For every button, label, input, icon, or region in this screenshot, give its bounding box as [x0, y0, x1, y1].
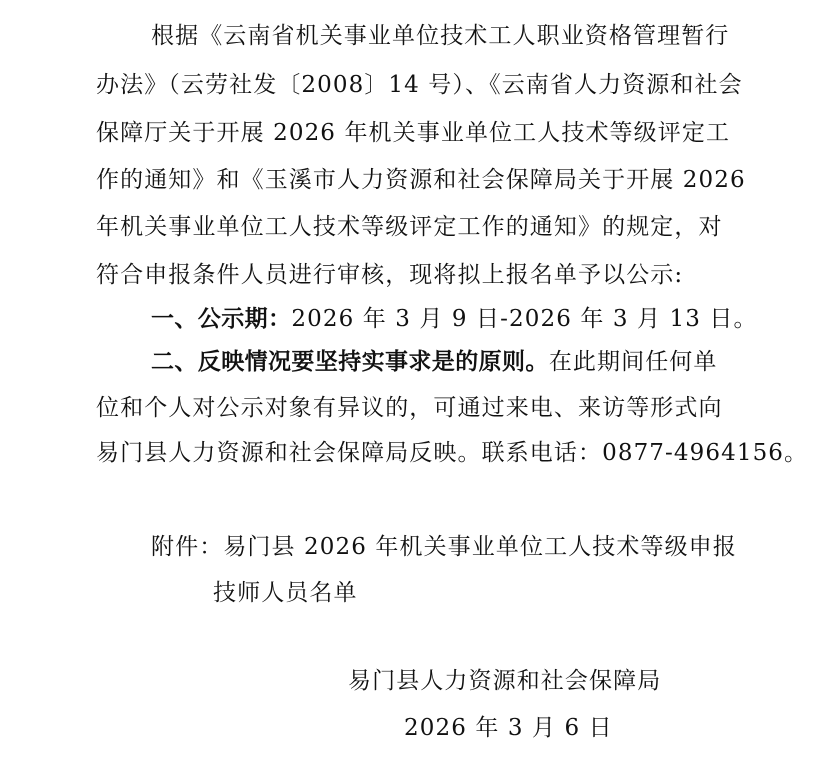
publicity-period-heading: 一、公示期：	[151, 305, 292, 332]
feedback-principle-text-line-1: 在此期间任何单	[548, 349, 718, 375]
paragraph-1-line-1: 根据《云南省机关事业单位技术工人职业资格管理暂行	[151, 23, 730, 49]
paragraph-1-line-2: 办法》（云劳社发〔2008〕14 号）、《云南省人力资源和社会	[96, 72, 743, 98]
feedback-principle-item-line-1	[151, 347, 718, 377]
paragraph-1-line-6: 符合申报条件人员进行审核，现将拟上报名单予以公示:	[96, 262, 684, 288]
feedback-principle-heading: 二、反映情况要坚持实事求是的原则。	[151, 348, 549, 375]
publicity-period-text: 2026 年 3 月 9 日-2026 年 3 月 13 日。	[291, 306, 758, 332]
publicity-period-item	[151, 304, 758, 334]
attachment-title-line-1: 易门县 2026 年机关事业单位工人技术等级申报	[223, 534, 737, 560]
attachment-label: 附件：	[151, 534, 224, 560]
paragraph-1-line-3: 保障厅关于开展 2026 年机关事业单位工人技术等级评定工	[96, 120, 731, 146]
feedback-contact-line: 易门县人力资源和社会保障局反映。联系电话：0877-4964156。	[96, 440, 809, 466]
feedback-principle-text-line-2: 位和个人对公示对象有异议的，可通过来电、来访等形式向	[96, 395, 723, 421]
issue-date: 2026 年 3 月 6 日	[404, 715, 613, 741]
attachment-line-1	[151, 532, 737, 562]
paragraph-1-line-4: 作的通知》和《玉溪市人力资源和社会保障局关于开展 2026	[96, 167, 746, 193]
attachment-title-line-2: 技师人员名单	[213, 580, 358, 606]
paragraph-1-line-5: 年机关事业单位工人技术等级评定工作的通知》的规定，对	[96, 214, 723, 240]
issuing-organization: 易门县人力资源和社会保障局	[348, 668, 662, 694]
